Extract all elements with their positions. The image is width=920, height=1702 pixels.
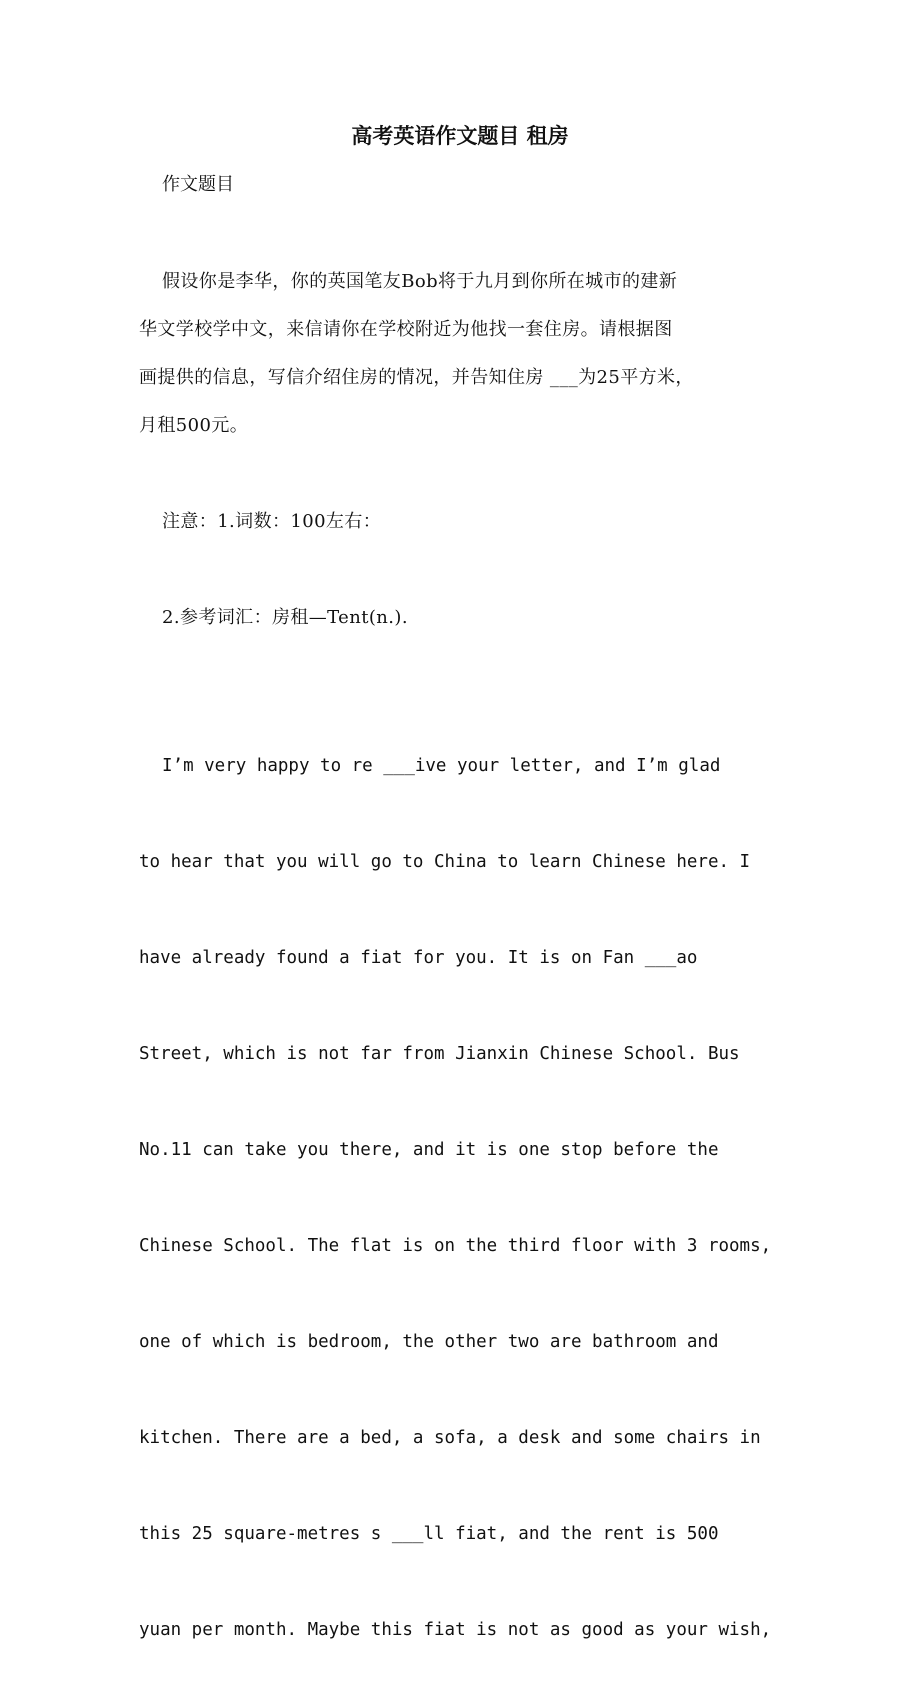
prompt-line: 假设你是李华，你的英国笔友Bob将于九月到你所在城市的建新 bbox=[162, 271, 678, 292]
essay-line: one of which is bedroom, the other two are bathroom and bbox=[139, 1332, 719, 1352]
section-heading: 作文题目 bbox=[162, 174, 234, 195]
essay-line: I’m very happy to re ___ive your letter, and I’m glad bbox=[162, 756, 721, 776]
essay-line: No.11 can take you there, and it is one stop before the bbox=[139, 1140, 719, 1160]
essay-line: have already found a fiat for you. It is on Fan ___ao bbox=[139, 948, 698, 968]
essay-line: Chinese School. The flat is on the third floor with 3 rooms, bbox=[139, 1236, 772, 1256]
document-title: 高考英语作文题目 租房 bbox=[351, 123, 569, 148]
essay-line: yuan per month. Maybe this fiat is not as good as your wish, bbox=[139, 1620, 772, 1640]
note-vocabulary: 2.参考词汇：房租—Tent(n.). bbox=[162, 607, 408, 628]
note-word-count: 注意：1.词数：100左右： bbox=[162, 511, 382, 532]
prompt-paragraph bbox=[139, 258, 789, 450]
prompt-line: 月租500元。 bbox=[139, 415, 249, 436]
essay-paragraph bbox=[139, 694, 799, 1702]
essay-line: to hear that you will go to China to learn Chinese here. I bbox=[139, 852, 751, 872]
essay-line: this 25 square-metres s ___ll fiat, and the rent is 500 bbox=[139, 1524, 719, 1544]
essay-line: kitchen. There are a bed, a sofa, a desk and some chairs in bbox=[139, 1428, 761, 1448]
prompt-line: 华文学校学中文，来信请你在学校附近为他找一套住房。请根据图 bbox=[139, 319, 673, 340]
prompt-line: 画提供的信息，写信介绍住房的情况，并告知住房 ___为25平方米， bbox=[139, 367, 694, 388]
essay-line: Street, which is not far from Jianxin Chinese School. Bus bbox=[139, 1044, 740, 1064]
